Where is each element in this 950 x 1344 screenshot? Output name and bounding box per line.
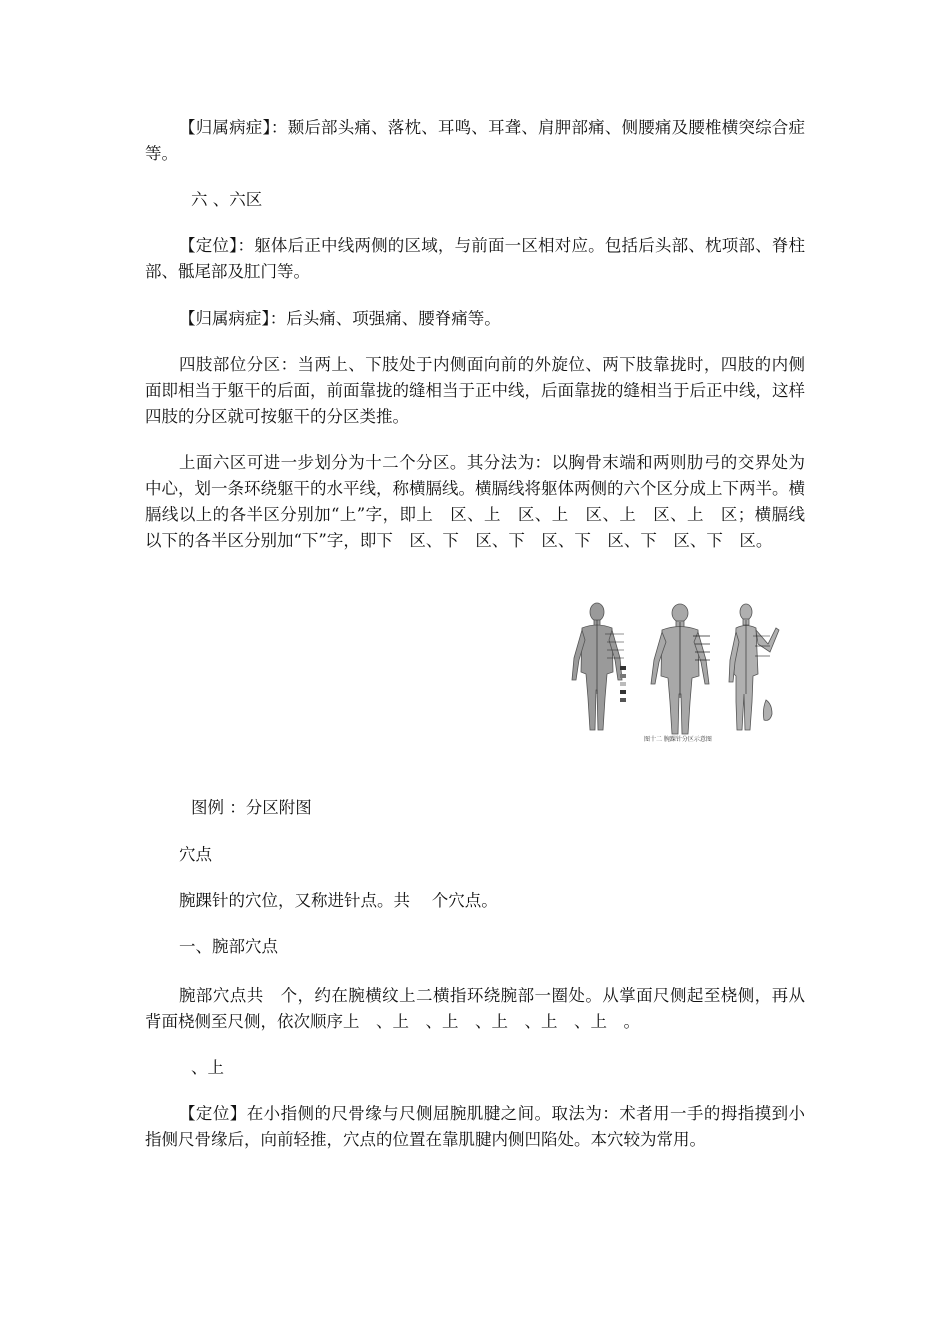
heading-wrist-points: 一、腕部穴点 <box>179 937 278 956</box>
heading-zone-6: 六 、六区 <box>191 190 263 209</box>
body-zones-illustration <box>560 598 792 748</box>
figure-legend: 图例 ：分区附图 <box>191 798 312 817</box>
paragraph-location-6: 【定位】：躯体后正中线两侧的区域，与前面一区相对应。包括后头部、枕项部、脊柱部、骶尾部及肛门等。 <box>145 236 805 281</box>
figure-caption: 图十二 腕踝针分区示意图 <box>644 736 712 743</box>
paragraph-limb-zones: 四肢部位分区：当两上、下肢处于内侧面向前的外旋位、两下肢靠拢时，四肢的内侧面即相当于躯干的后面，前面靠拢的缝相当于正中线，后面靠拢的缝相当于后正中线，这样四肢的分区就可按躯干的分区类推。 <box>145 355 805 426</box>
paragraph-wrist-points: 腕部穴点共 个，约在腕横纹上二横指环绕腕部一圈处。从掌面尺侧起至桡侧，再从背面桡侧至尺侧，依次顺序上 、上 、上 、上 、上 、上 。 <box>145 986 805 1031</box>
heading-upper-1: 、上 <box>191 1058 224 1077</box>
paragraph-points-intro: 腕踝针的穴位，又称进针点。共 个穴点。 <box>179 891 498 910</box>
paragraph-symptoms-6: 【归属病症】：后头痛、项强痛、腰脊痛等。 <box>179 309 501 328</box>
zone-diagram-figure <box>560 598 792 748</box>
heading-points: 穴点 <box>179 845 212 864</box>
paragraph-upper-1-location: 【定位】在小指侧的尺骨缘与尺侧屈腕肌腱之间。取法为：术者用一手的拇指摸到小指侧尺骨缘后，向前轻推，穴点的位置在靠肌腱内侧凹陷处。本穴较为常用。 <box>145 1104 805 1149</box>
paragraph-symptoms-5: 【归属病症】：颞后部头痛、落枕、耳鸣、耳聋、肩胛部痛、侧腰痛及腰椎横突综合症等。 <box>145 118 805 163</box>
paragraph-twelve-subzones: 上面六区可进一步划分为十二个分区。其分法为：以胸骨末端和两则肋弓的交界处为中心，划一条环绕躯干的水平线，称横膈线。横膈线将躯体两侧的六个区分成上下两半。横膈线以上的各半区分别加“上”字，即上 区、上 区、上 区、上 区、上 区；横膈线以下的各半区分别加“下”字，即下 区、下 区、下 区、下 区、下 区、下 区。 <box>145 453 805 550</box>
